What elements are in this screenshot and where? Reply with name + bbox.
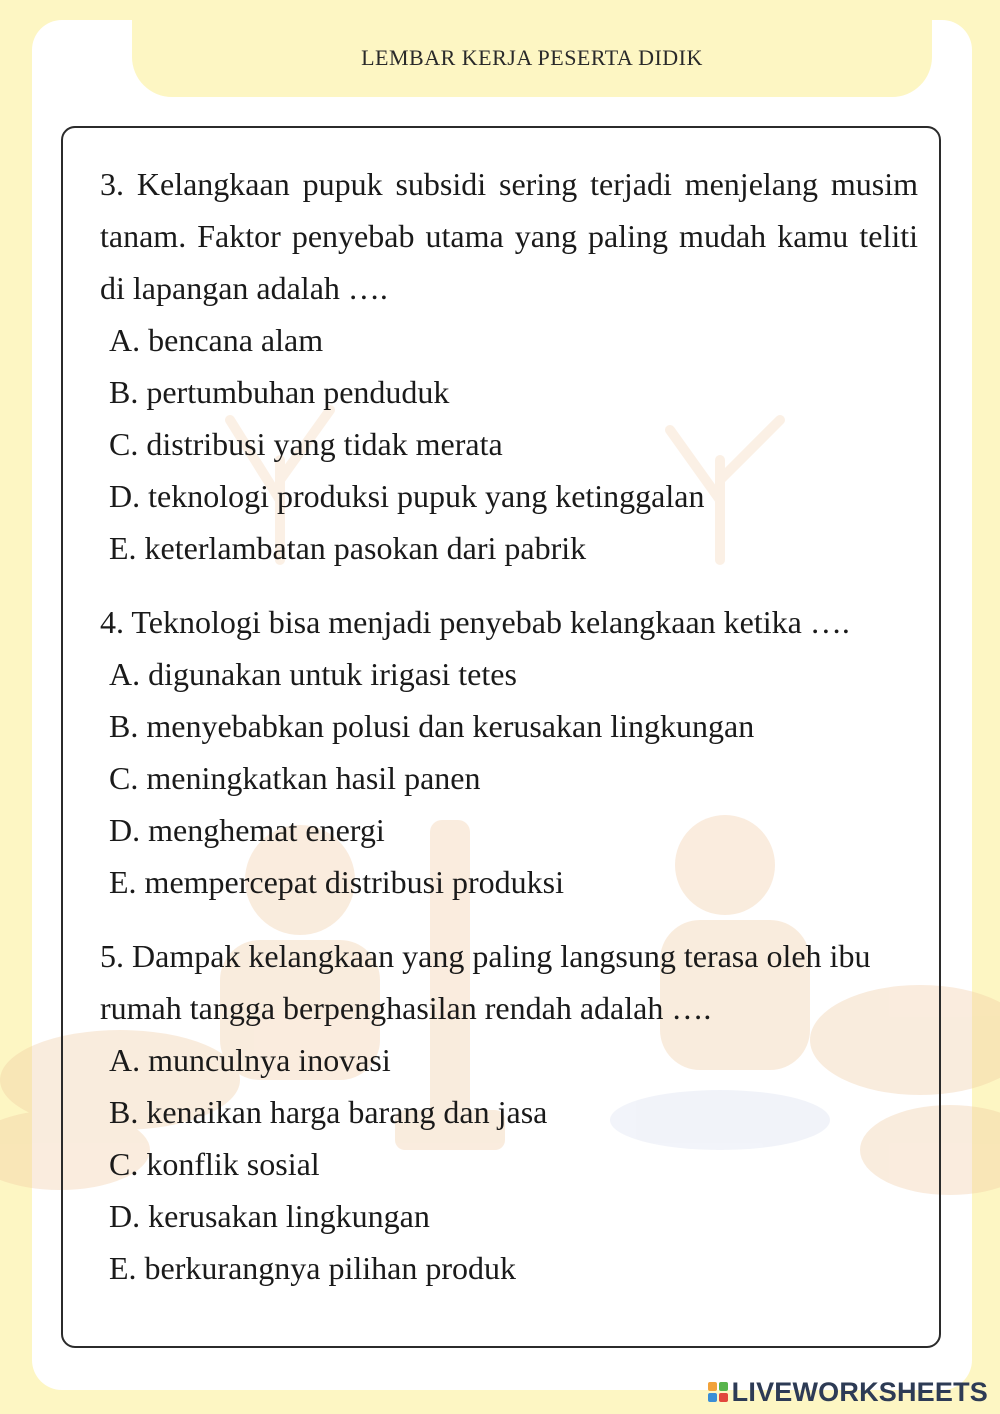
question-block-4 <box>100 596 918 908</box>
option-5-e[interactable]: E. berkurangnya pilihan produk <box>109 1250 516 1286</box>
option-4-c[interactable]: C. meningkatkan hasil panen <box>109 760 481 796</box>
option-5-a[interactable]: A. munculnya inovasi <box>109 1042 391 1078</box>
liveworksheets-logo[interactable] <box>708 1372 988 1412</box>
option-3-a[interactable]: A. bencana alam <box>109 322 324 358</box>
option-5-c[interactable]: C. konflik sosial <box>109 1146 320 1182</box>
question-block-3 <box>100 158 918 574</box>
option-4-b[interactable]: B. menyebabkan polusi dan kerusakan lingkungan <box>109 708 755 744</box>
option-4-a[interactable]: A. digunakan untuk irigasi tetes <box>109 656 517 692</box>
question-text-3: 3. Kelangkaan pupuk subsidi sering terjadi menjelang musim tanam. Faktor penyebab utama yang paling mudah kamu teliti di lapangan adalah …. <box>100 166 918 306</box>
option-5-d[interactable]: D. kerusakan lingkungan <box>109 1198 430 1234</box>
question-text-5: 5. Dampak kelangkaan yang paling langsung terasa oleh ibu rumah tangga berpenghasilan rendah adalah …. <box>100 938 871 1026</box>
logo-text: LIVEWORKSHEETS <box>731 1376 988 1407</box>
logo-mark-icon <box>708 1382 728 1402</box>
option-3-b[interactable]: B. pertumbuhan penduduk <box>109 374 450 410</box>
question-text-4: 4. Teknologi bisa menjadi penyebab kelangkaan ketika …. <box>100 604 850 640</box>
question-block-5 <box>100 930 918 1294</box>
option-3-d[interactable]: D. teknologi produksi pupuk yang ketinggalan <box>109 478 705 514</box>
page-title: LEMBAR KERJA PESERTA DIDIK <box>361 44 703 70</box>
option-4-e[interactable]: E. mempercepat distribusi produksi <box>109 864 565 900</box>
option-4-d[interactable]: D. menghemat energi <box>109 812 385 848</box>
option-3-e[interactable]: E. keterlambatan pasokan dari pabrik <box>109 530 587 566</box>
option-3-c[interactable]: C. distribusi yang tidak merata <box>109 426 503 462</box>
question-list <box>100 158 918 1294</box>
option-5-b[interactable]: B. kenaikan harga barang dan jasa <box>109 1094 548 1130</box>
